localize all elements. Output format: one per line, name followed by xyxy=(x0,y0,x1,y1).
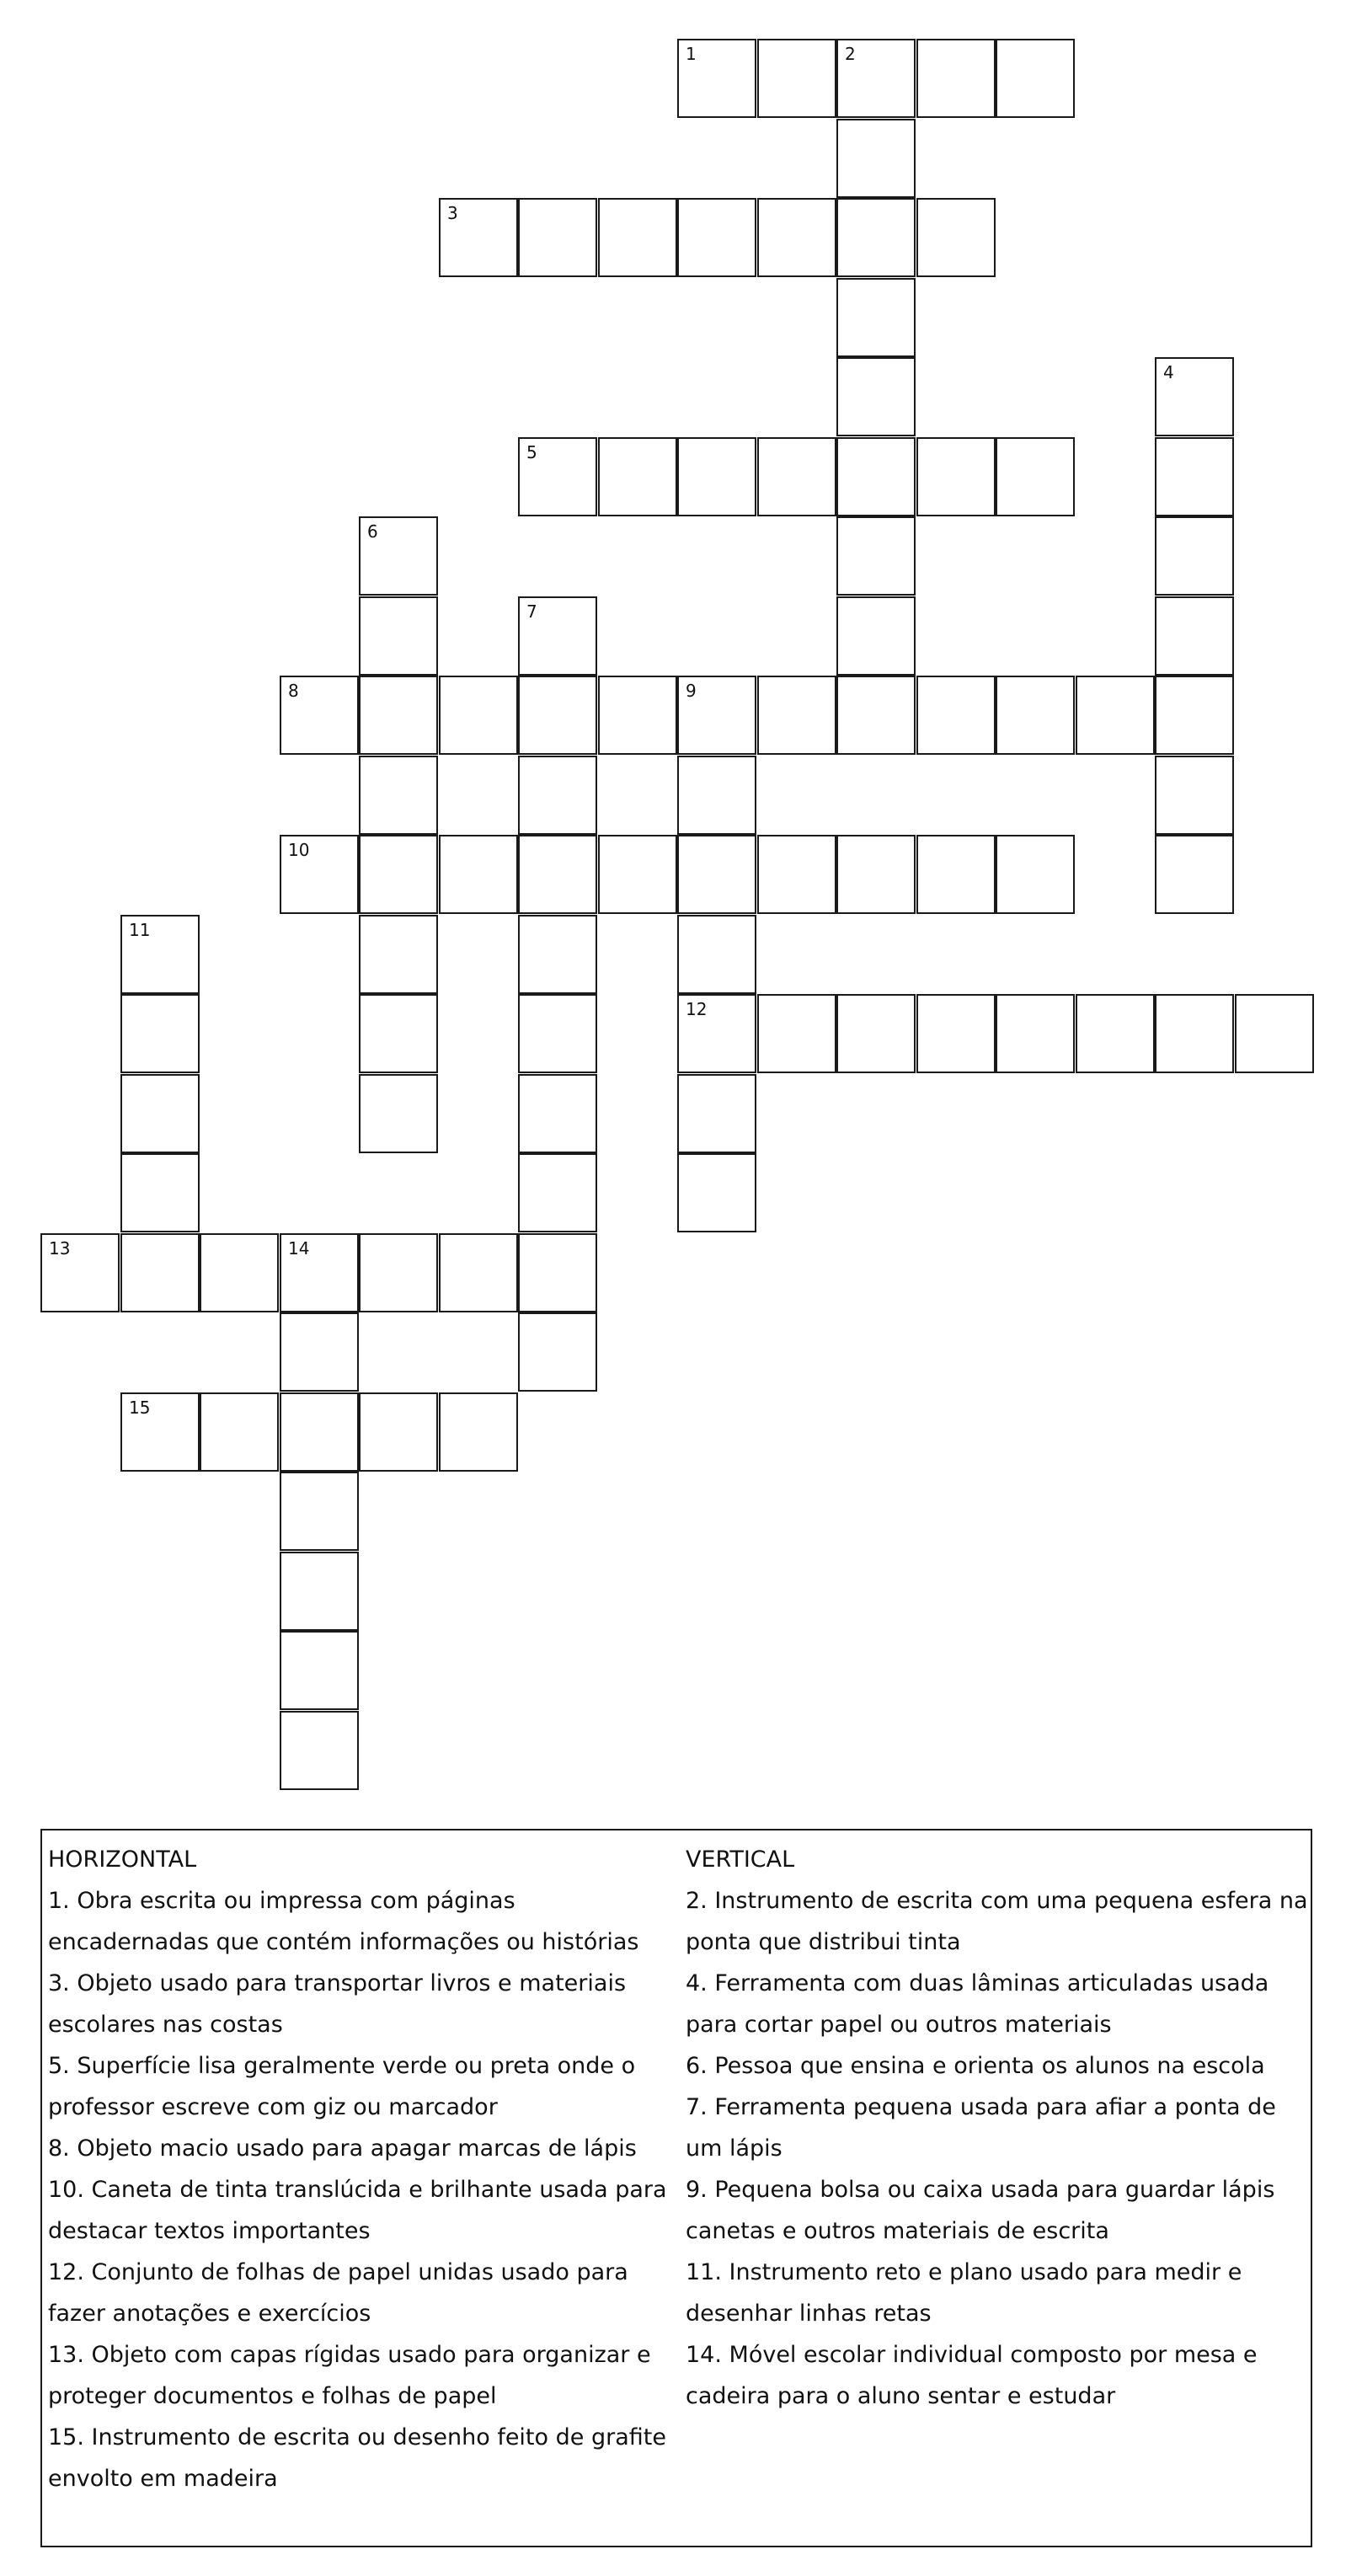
crossword-cell[interactable] xyxy=(359,596,438,676)
crossword-cell[interactable] xyxy=(836,835,916,914)
clue-number: 7 xyxy=(526,601,537,622)
crossword-cell[interactable] xyxy=(518,994,597,1073)
crossword-cell[interactable] xyxy=(1155,516,1234,596)
crossword-cell[interactable] xyxy=(836,596,916,676)
crossword-cell[interactable] xyxy=(836,198,916,277)
clue-number: 14 xyxy=(288,1238,310,1259)
crossword-cell[interactable] xyxy=(120,994,200,1073)
crossword-cell[interactable] xyxy=(1235,994,1314,1073)
crossword-cell[interactable] xyxy=(757,835,836,914)
crossword-cell[interactable] xyxy=(439,198,518,277)
crossword-cell[interactable] xyxy=(1076,676,1155,755)
crossword-cell[interactable] xyxy=(677,915,756,994)
crossword-cell[interactable] xyxy=(677,835,756,914)
clue-line: fazer anotações e exercícios xyxy=(48,2301,371,2327)
crossword-cell[interactable] xyxy=(836,676,916,755)
clue-number: 6 xyxy=(367,521,378,542)
crossword-cell[interactable] xyxy=(996,676,1075,755)
crossword-cell[interactable] xyxy=(677,756,756,835)
clues-box xyxy=(40,1829,1312,2547)
clue-number: 2 xyxy=(845,44,856,64)
crossword-cell[interactable] xyxy=(916,835,996,914)
clue-number: 15 xyxy=(129,1398,151,1418)
crossword-cell[interactable] xyxy=(677,994,756,1073)
crossword-cell[interactable] xyxy=(40,1233,120,1312)
clue-line: 5. Superfície lisa geralmente verde ou preta onde o xyxy=(48,2053,636,2079)
clue-line: 9. Pequena bolsa ou caixa usada para guardar lápis xyxy=(686,2177,1275,2203)
crossword-cell[interactable] xyxy=(916,676,996,755)
vertical-clues xyxy=(686,1839,1309,2417)
crossword-cell[interactable] xyxy=(280,1392,359,1472)
clue-line: 6. Pessoa que ensina e orienta os alunos na escola xyxy=(686,2053,1265,2079)
crossword-cell[interactable] xyxy=(836,39,916,118)
clue-line: 8. Objeto macio usado para apagar marcas de lápis xyxy=(48,2135,637,2162)
crossword-cell[interactable] xyxy=(120,1074,200,1153)
crossword-cell[interactable] xyxy=(916,198,996,277)
crossword-cell[interactable] xyxy=(836,119,916,198)
clue-number: 4 xyxy=(1163,362,1174,382)
crossword-cell[interactable] xyxy=(757,437,836,516)
clue-line: 3. Objeto usado para transportar livros e materiais xyxy=(48,1970,627,1996)
crossword-cell[interactable] xyxy=(836,994,916,1073)
crossword-cell[interactable] xyxy=(836,357,916,436)
crossword-cell[interactable] xyxy=(439,676,518,755)
crossword-cell[interactable] xyxy=(1155,756,1234,835)
crossword-cell[interactable] xyxy=(280,676,359,755)
clue-line: 11. Instrumento reto e plano usado para medir e xyxy=(686,2259,1242,2285)
crossword-cell[interactable] xyxy=(598,437,677,516)
crossword-cell[interactable] xyxy=(359,516,438,596)
crossword-cell[interactable] xyxy=(1155,357,1234,436)
crossword-cell[interactable] xyxy=(518,835,597,914)
crossword-cell[interactable] xyxy=(996,39,1075,118)
crossword-cell[interactable] xyxy=(996,994,1075,1073)
crossword-cell[interactable] xyxy=(598,198,677,277)
crossword-cell[interactable] xyxy=(280,1711,359,1790)
clue-line: 2. Instrumento de escrita com uma pequena esfera na xyxy=(686,1888,1308,1914)
clue-line: 12. Conjunto de folhas de papel unidas usado para xyxy=(48,2259,628,2285)
clue-line: para cortar papel ou outros materiais xyxy=(686,2012,1112,2038)
crossword-cell[interactable] xyxy=(359,1233,438,1312)
clue-line: 4. Ferramenta com duas lâminas articuladas usada xyxy=(686,1970,1269,1996)
clue-line: professor escreve com giz ou marcador xyxy=(48,2094,498,2120)
crossword-cell[interactable] xyxy=(200,1392,279,1472)
clue-number: 3 xyxy=(447,203,458,223)
crossword-cell[interactable] xyxy=(518,596,597,676)
clue-line: desenhar linhas retas xyxy=(686,2301,932,2327)
crossword-cell[interactable] xyxy=(280,1552,359,1631)
clue-line: envolto em madeira xyxy=(48,2466,278,2492)
crossword-cell[interactable] xyxy=(1155,596,1234,676)
clue-line: escolares nas costas xyxy=(48,2012,283,2038)
crossword-cell[interactable] xyxy=(439,1392,518,1472)
crossword-cell[interactable] xyxy=(916,437,996,516)
crossword-cell[interactable] xyxy=(280,1472,359,1551)
crossword-cell[interactable] xyxy=(916,39,996,118)
crossword-cell[interactable] xyxy=(836,278,916,357)
crossword-cell[interactable] xyxy=(598,835,677,914)
crossword-cell[interactable] xyxy=(359,676,438,755)
clue-line: canetas e outros materiais de escrita xyxy=(686,2218,1109,2244)
crossword-cell[interactable] xyxy=(677,39,756,118)
clue-number: 11 xyxy=(129,920,151,940)
clue-number: 13 xyxy=(49,1238,71,1259)
clue-number: 10 xyxy=(288,840,310,860)
crossword-cell[interactable] xyxy=(280,1233,359,1312)
clue-line: destacar textos importantes xyxy=(48,2218,371,2244)
clue-number: 9 xyxy=(686,681,697,701)
crossword-cell[interactable] xyxy=(518,756,597,835)
clue-number: 5 xyxy=(526,442,537,462)
crossword-cell[interactable] xyxy=(518,1153,597,1232)
crossword-cell[interactable] xyxy=(836,516,916,596)
crossword-cell[interactable] xyxy=(359,756,438,835)
crossword-cell[interactable] xyxy=(359,835,438,914)
crossword-cell[interactable] xyxy=(916,994,996,1073)
crossword-cell[interactable] xyxy=(996,835,1075,914)
crossword-cell[interactable] xyxy=(1155,835,1234,914)
horizontal-clues xyxy=(48,1839,684,2499)
clue-number: 1 xyxy=(686,44,697,64)
crossword-cell[interactable] xyxy=(439,835,518,914)
clue-line: 14. Móvel escolar individual composto por mesa e xyxy=(686,2342,1258,2368)
crossword-cell[interactable] xyxy=(757,994,836,1073)
crossword-cell[interactable] xyxy=(677,1074,756,1153)
crossword-cell[interactable] xyxy=(518,1233,597,1312)
crossword-cell[interactable] xyxy=(836,437,916,516)
clue-line: encadernadas que contém informações ou histórias xyxy=(48,1929,639,1955)
crossword-cell[interactable] xyxy=(677,437,756,516)
crossword-cell[interactable] xyxy=(359,1074,438,1153)
clue-number: 12 xyxy=(686,999,708,1019)
clue-line: um lápis xyxy=(686,2135,782,2162)
crossword-cell[interactable] xyxy=(359,915,438,994)
clue-line: 1. Obra escrita ou impressa com páginas xyxy=(48,1888,515,1914)
crossword-cell[interactable] xyxy=(518,1312,597,1392)
crossword-cell[interactable] xyxy=(757,198,836,277)
crossword-cell[interactable] xyxy=(996,437,1075,516)
crossword-cell[interactable] xyxy=(359,994,438,1073)
crossword-cell[interactable] xyxy=(518,198,597,277)
crossword-cell[interactable] xyxy=(757,676,836,755)
clue-line: ponta que distribui tinta xyxy=(686,1929,961,1955)
vertical-heading: VERTICAL xyxy=(686,1846,795,1873)
crossword-cell[interactable] xyxy=(1076,994,1155,1073)
crossword-cell[interactable] xyxy=(120,1392,200,1472)
crossword-cell[interactable] xyxy=(518,676,597,755)
crossword-cell[interactable] xyxy=(518,915,597,994)
clue-line: 10. Caneta de tinta translúcida e brilhante usada para xyxy=(48,2177,667,2203)
crossword-cell[interactable] xyxy=(1155,994,1234,1073)
crossword-cell[interactable] xyxy=(1155,676,1234,755)
crossword-cell[interactable] xyxy=(518,437,597,516)
crossword-cell[interactable] xyxy=(120,1153,200,1232)
clue-line: 15. Instrumento de escrita ou desenho feito de grafite xyxy=(48,2424,666,2450)
crossword-cell[interactable] xyxy=(280,835,359,914)
clue-number: 8 xyxy=(288,681,299,701)
crossword-cell[interactable] xyxy=(359,1392,438,1472)
crossword-cell[interactable] xyxy=(598,676,677,755)
clue-line: 13. Objeto com capas rígidas usado para organizar e xyxy=(48,2342,651,2368)
crossword-cell[interactable] xyxy=(200,1233,279,1312)
crossword-cell[interactable] xyxy=(677,198,756,277)
crossword-cell[interactable] xyxy=(1155,437,1234,516)
crossword-cell[interactable] xyxy=(757,39,836,118)
crossword-cell[interactable] xyxy=(518,1074,597,1153)
crossword-cell[interactable] xyxy=(120,915,200,994)
clue-line: 7. Ferramenta pequena usada para afiar a ponta de xyxy=(686,2094,1276,2120)
crossword-cell[interactable] xyxy=(120,1233,200,1312)
clue-line: proteger documentos e folhas de papel xyxy=(48,2383,497,2409)
crossword-cell[interactable] xyxy=(280,1631,359,1710)
clue-line: cadeira para o aluno sentar e estudar xyxy=(686,2383,1116,2409)
crossword-cell[interactable] xyxy=(677,676,756,755)
crossword-cell[interactable] xyxy=(677,1153,756,1232)
crossword-cell[interactable] xyxy=(280,1312,359,1392)
horizontal-heading: HORIZONTAL xyxy=(48,1846,197,1873)
crossword-cell[interactable] xyxy=(439,1233,518,1312)
